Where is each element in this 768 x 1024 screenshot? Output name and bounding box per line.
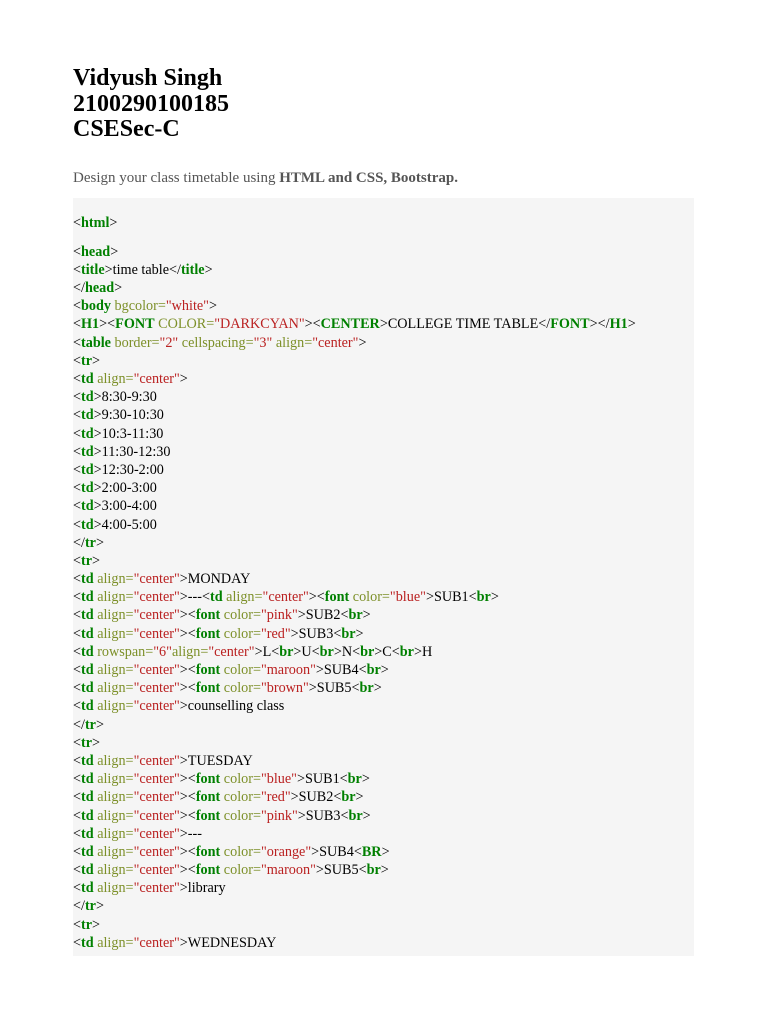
code-text: >< — [99, 316, 116, 333]
code-text: >counselling class — [179, 698, 285, 715]
code-tag-name: td — [81, 789, 94, 806]
code-tag-name: br — [366, 862, 381, 879]
code-line — [73, 679, 694, 697]
code-text: >10:3-11:30 — [93, 425, 164, 442]
code-attribute: align= — [97, 698, 134, 715]
code-tag-name: br — [476, 589, 491, 606]
code-text: >< — [179, 807, 196, 824]
code-line — [73, 734, 694, 752]
code-line — [73, 752, 694, 770]
code-attribute: rowspan= — [97, 643, 154, 660]
code-tag-name: br — [341, 789, 356, 806]
code-text: < — [73, 461, 82, 478]
code-text: >SUB3< — [297, 807, 349, 824]
code-tag-name: BR — [361, 843, 382, 860]
code-attribute: align= — [97, 880, 134, 897]
code-tag-name: font — [195, 771, 221, 788]
code-attribute: COLOR= — [158, 316, 215, 333]
code-tag-name: td — [81, 480, 94, 497]
code-tag-name: td — [81, 862, 94, 879]
code-text: >SUB4< — [311, 843, 362, 860]
code-text: < — [73, 752, 82, 769]
code-text: >< — [179, 771, 196, 788]
code-text: < — [73, 407, 82, 424]
code-block — [73, 198, 694, 956]
code-text: >SUB2< — [297, 607, 349, 624]
code-line — [73, 243, 694, 261]
code-string: "center" — [208, 643, 255, 660]
code-line — [73, 334, 694, 352]
code-tag-name: br — [360, 643, 375, 660]
code-string: "center" — [133, 843, 180, 860]
code-text: < — [73, 371, 82, 387]
code-attribute: color= — [223, 789, 261, 806]
code-line — [73, 788, 694, 806]
code-tag-name: font — [195, 680, 221, 697]
code-tag-name: H1 — [81, 316, 100, 333]
code-string: "center" — [133, 752, 180, 769]
code-text: > — [373, 680, 382, 697]
section-label: CSESec-C — [73, 116, 180, 142]
code-string: "pink" — [260, 807, 298, 824]
code-tag-name: td — [81, 680, 94, 697]
code-attribute: align= — [97, 752, 134, 769]
code-attribute: align= — [171, 643, 209, 660]
code-text: < — [73, 698, 82, 715]
code-attribute: align= — [97, 862, 134, 879]
code-string: "orange" — [260, 843, 312, 860]
code-string: "center" — [133, 607, 180, 624]
code-line — [73, 825, 694, 843]
code-tag-name: td — [81, 698, 94, 715]
code-tag-name: td — [81, 752, 94, 769]
code-line — [73, 897, 694, 915]
code-text: > — [362, 607, 371, 624]
code-string: "blue" — [389, 589, 426, 606]
code-tag-name: tr — [81, 916, 93, 933]
code-text: >C< — [374, 643, 400, 660]
code-tag-name: font — [195, 807, 221, 824]
code-text: >< — [308, 589, 325, 606]
code-attribute: align= — [97, 371, 134, 387]
code-tag-name: td — [81, 571, 94, 588]
code-text: < — [73, 316, 82, 333]
code-text: >---< — [179, 589, 210, 606]
code-tag-name: td — [81, 589, 94, 606]
code-text: > — [92, 552, 101, 569]
code-text: < — [73, 771, 82, 788]
code-line — [73, 807, 694, 825]
code-tag-name: td — [81, 934, 94, 951]
code-line-gap — [73, 232, 694, 243]
code-string: "brown" — [260, 680, 309, 697]
code-text: >< — [179, 662, 196, 678]
code-tag-name: FONT — [550, 316, 590, 333]
code-text: >< — [179, 680, 196, 697]
code-tag-name: body — [81, 298, 111, 315]
code-attribute: color= — [223, 625, 261, 642]
code-line — [73, 661, 694, 679]
code-tag-name: td — [209, 589, 223, 606]
code-text: < — [73, 261, 82, 278]
code-string: "3" — [253, 334, 273, 351]
code-text: < — [73, 425, 82, 442]
code-text: < — [73, 825, 82, 842]
code-text: > — [204, 261, 213, 278]
code-line — [73, 214, 694, 232]
code-line — [73, 606, 694, 624]
code-text: < — [73, 298, 82, 315]
code-line — [73, 516, 694, 534]
code-tag-name: table — [81, 334, 111, 351]
code-text: >< — [179, 625, 196, 642]
code-string: "center" — [133, 662, 180, 678]
code-tag-name: br — [348, 607, 363, 624]
code-tag-name: font — [195, 607, 221, 624]
assignment-prompt-text: Design your class timetable using — [73, 169, 280, 186]
code-tag-name: tr — [84, 534, 96, 551]
code-tag-name: tr — [84, 716, 96, 733]
code-text: ></ — [589, 316, 610, 333]
code-line — [73, 770, 694, 788]
code-text: >< — [179, 789, 196, 806]
code-string: "center" — [133, 789, 180, 806]
code-attribute: align= — [97, 607, 134, 624]
code-string: "center" — [133, 807, 180, 824]
code-text: >< — [179, 843, 196, 860]
code-text: < — [73, 214, 82, 231]
code-text: >L< — [254, 643, 280, 660]
code-text: >WEDNESDAY — [179, 934, 277, 951]
code-attribute: cellspacing= — [181, 334, 254, 351]
code-text: >COLLEGE TIME TABLE</ — [379, 316, 551, 333]
code-string: "center" — [312, 334, 359, 351]
code-text: > — [95, 534, 104, 551]
code-tag-name: head — [81, 243, 111, 260]
code-text: > — [109, 214, 118, 231]
code-attribute: align= — [97, 771, 134, 788]
code-text: < — [73, 443, 82, 460]
code-text: < — [73, 807, 82, 824]
code-line — [73, 297, 694, 315]
code-line — [73, 352, 694, 370]
code-text: >12:30-2:00 — [93, 461, 164, 478]
code-attribute: bgcolor= — [114, 298, 166, 315]
code-text: >11:30-12:30 — [93, 443, 171, 460]
code-line — [73, 588, 694, 606]
code-text: < — [73, 480, 82, 497]
code-text: > — [490, 589, 499, 606]
code-tag-name: td — [81, 443, 94, 460]
code-attribute: align= — [97, 589, 134, 606]
code-text: < — [73, 789, 82, 806]
code-tag-name: font — [324, 589, 350, 606]
code-attribute: align= — [97, 625, 134, 642]
code-line — [73, 388, 694, 406]
code-attribute: color= — [223, 607, 261, 624]
code-attribute: color= — [223, 807, 261, 824]
code-attribute: align= — [97, 789, 134, 806]
code-line — [73, 570, 694, 588]
code-string: "center" — [133, 771, 180, 788]
code-string: "pink" — [260, 607, 298, 624]
code-line — [73, 879, 694, 897]
roll-number: 2100290100185 — [73, 90, 229, 117]
code-line — [73, 697, 694, 715]
code-text: </ — [73, 280, 85, 297]
code-text: > — [95, 716, 104, 733]
code-text: < — [73, 625, 82, 642]
code-attribute: color= — [223, 771, 261, 788]
code-attribute: align= — [97, 571, 134, 588]
code-text: >4:00-5:00 — [93, 516, 157, 533]
code-text: > — [362, 807, 371, 824]
code-text: >SUB5< — [315, 862, 367, 879]
code-string: "center" — [133, 825, 180, 842]
code-tag-name: H1 — [609, 316, 628, 333]
code-text: < — [73, 243, 82, 260]
code-tag-name: font — [195, 843, 221, 860]
code-text: > — [114, 280, 123, 297]
code-attribute: color= — [223, 862, 261, 879]
code-string: "blue" — [260, 771, 297, 788]
code-string: "center" — [133, 371, 180, 387]
code-string: "red" — [260, 625, 291, 642]
code-text: < — [73, 498, 82, 515]
code-string: "center" — [133, 680, 180, 697]
code-text: > — [381, 843, 390, 860]
code-line — [73, 843, 694, 861]
code-text: >H — [413, 643, 433, 660]
code-attribute: align= — [275, 334, 313, 351]
code-line — [73, 261, 694, 279]
code-text: >< — [179, 862, 196, 879]
code-text: < — [73, 516, 82, 533]
code-tag-name: title — [180, 261, 205, 278]
code-tag-name: tr — [81, 552, 93, 569]
code-string: "2" — [159, 334, 179, 351]
assignment-prompt — [73, 169, 694, 187]
code-tag-name: td — [81, 880, 94, 897]
code-text: < — [73, 352, 82, 369]
code-tag-name: td — [81, 516, 94, 533]
code-text: < — [73, 880, 82, 897]
code-text: < — [73, 843, 82, 860]
code-attribute: align= — [226, 589, 263, 606]
code-string: "center" — [133, 934, 180, 951]
code-text: >SUB1< — [296, 771, 348, 788]
code-line — [73, 625, 694, 643]
code-text: < — [73, 334, 82, 351]
code-text: </ — [73, 898, 85, 915]
code-tag-name: td — [81, 425, 94, 442]
code-line — [73, 643, 694, 661]
code-line — [73, 716, 694, 734]
code-text: > — [92, 352, 101, 369]
code-line — [73, 479, 694, 497]
code-text: >SUB2< — [290, 789, 342, 806]
code-attribute: color= — [223, 662, 261, 678]
code-string: "center" — [133, 571, 180, 588]
code-attribute: color= — [223, 680, 261, 697]
code-line — [73, 315, 694, 333]
code-text: </ — [73, 716, 85, 733]
code-text: < — [73, 662, 82, 678]
code-tag-name: tr — [81, 734, 93, 751]
code-text: >SUB3< — [290, 625, 342, 642]
code-line — [73, 861, 694, 879]
code-line — [73, 279, 694, 297]
code-text: > — [92, 916, 101, 933]
code-text: > — [361, 771, 370, 788]
code-tag-name: br — [279, 643, 294, 660]
code-tag-name: br — [366, 662, 381, 678]
code-tag-name: font — [195, 662, 221, 678]
code-string: "center" — [262, 589, 309, 606]
code-text: >library — [179, 880, 226, 897]
code-tag-name: td — [81, 662, 94, 678]
code-tag-name: br — [359, 680, 374, 697]
code-text: >< — [304, 316, 321, 333]
code-attribute: color= — [352, 589, 390, 606]
code-line — [73, 425, 694, 443]
code-tag-name: td — [81, 371, 94, 387]
code-line — [73, 497, 694, 515]
code-attribute: align= — [97, 680, 134, 697]
author-name: Vidyush Singh — [73, 65, 223, 91]
code-text: > — [208, 298, 217, 315]
code-text: > — [380, 862, 389, 879]
code-text: < — [73, 680, 82, 697]
code-attribute: align= — [97, 825, 134, 842]
code-string: "maroon" — [260, 662, 316, 678]
code-text: >< — [179, 607, 196, 624]
code-text: < — [73, 734, 82, 751]
code-tag-name: td — [81, 643, 94, 660]
code-text: > — [179, 371, 188, 387]
code-line — [73, 443, 694, 461]
code-line — [73, 370, 694, 388]
code-text: >SUB4< — [315, 662, 367, 678]
code-text: < — [73, 607, 82, 624]
code-text: >TUESDAY — [179, 752, 253, 769]
code-text: > — [355, 625, 364, 642]
code-tag-name: tr — [81, 352, 93, 369]
code-attribute: border= — [114, 334, 160, 351]
code-tag-name: head — [84, 280, 115, 297]
code-text: >8:30-9:30 — [93, 389, 157, 406]
code-string: "red" — [260, 789, 291, 806]
code-text: > — [355, 789, 364, 806]
code-string: "center" — [133, 625, 180, 642]
code-tag-name: td — [81, 771, 94, 788]
code-tag-name: br — [399, 643, 414, 660]
code-attribute: align= — [97, 843, 134, 860]
code-tag-name: FONT — [115, 316, 155, 333]
code-text: >--- — [179, 825, 202, 842]
code-tag-name: CENTER — [320, 316, 380, 333]
code-text: < — [73, 643, 82, 660]
code-attribute: align= — [97, 662, 134, 678]
code-tag-name: td — [81, 498, 94, 515]
code-text: < — [73, 934, 82, 951]
code-text: </ — [73, 534, 85, 551]
code-attribute: align= — [97, 934, 134, 951]
code-text: < — [73, 571, 82, 588]
code-tag-name: br — [341, 625, 356, 642]
code-string: "DARKCYAN" — [214, 316, 305, 333]
code-tag-name: br — [319, 643, 334, 660]
code-tag-name: td — [81, 389, 94, 406]
code-text: >U< — [293, 643, 320, 660]
code-text: < — [73, 389, 82, 406]
code-tag-name: td — [81, 807, 94, 824]
code-text: >9:30-10:30 — [93, 407, 164, 424]
assignment-prompt-emphasis: HTML and CSS, Bootstrap. — [279, 169, 459, 186]
code-tag-name: td — [81, 607, 94, 624]
code-line — [73, 461, 694, 479]
code-tag-name: td — [81, 625, 94, 642]
code-tag-name: title — [81, 261, 105, 278]
code-line — [73, 552, 694, 570]
code-tag-name: font — [195, 862, 221, 879]
code-tag-name: td — [81, 825, 94, 842]
code-text: < — [73, 862, 82, 879]
code-tag-name: td — [81, 461, 94, 478]
code-text: > — [380, 662, 389, 678]
code-text: >time table</ — [104, 261, 181, 278]
code-text: > — [627, 316, 636, 333]
code-text: > — [358, 334, 367, 351]
code-line — [73, 934, 694, 952]
code-string: "6" — [153, 643, 172, 660]
code-line — [73, 406, 694, 424]
code-text: >N< — [333, 643, 361, 660]
code-string: "center" — [133, 880, 180, 897]
code-string: "center" — [133, 589, 180, 606]
code-text: > — [95, 898, 104, 915]
code-string: "white" — [165, 298, 209, 315]
code-tag-name: td — [81, 407, 94, 424]
code-text: >SUB1< — [425, 589, 477, 606]
code-tag-name: font — [195, 789, 221, 806]
code-line — [73, 534, 694, 552]
document-page — [73, 66, 694, 956]
code-text: >3:00-4:00 — [93, 498, 157, 515]
code-text: > — [110, 243, 119, 260]
code-line — [73, 916, 694, 934]
code-tag-name: br — [348, 807, 363, 824]
code-tag-name: font — [195, 625, 221, 642]
code-tag-name: td — [81, 843, 94, 860]
code-text: < — [73, 552, 82, 569]
code-text: > — [92, 734, 101, 751]
code-text: >2:00-3:00 — [93, 480, 157, 497]
code-text: >SUB5< — [308, 680, 360, 697]
code-tag-name: html — [81, 214, 110, 231]
code-text: < — [73, 916, 82, 933]
code-string: "maroon" — [260, 862, 316, 879]
code-attribute: color= — [223, 843, 261, 860]
code-tag-name: br — [347, 771, 362, 788]
code-tag-name: tr — [84, 898, 96, 915]
code-text: < — [73, 589, 82, 606]
code-attribute: align= — [97, 807, 134, 824]
code-string: "center" — [133, 698, 180, 715]
code-text: >MONDAY — [179, 571, 251, 588]
code-string: "center" — [133, 862, 180, 879]
